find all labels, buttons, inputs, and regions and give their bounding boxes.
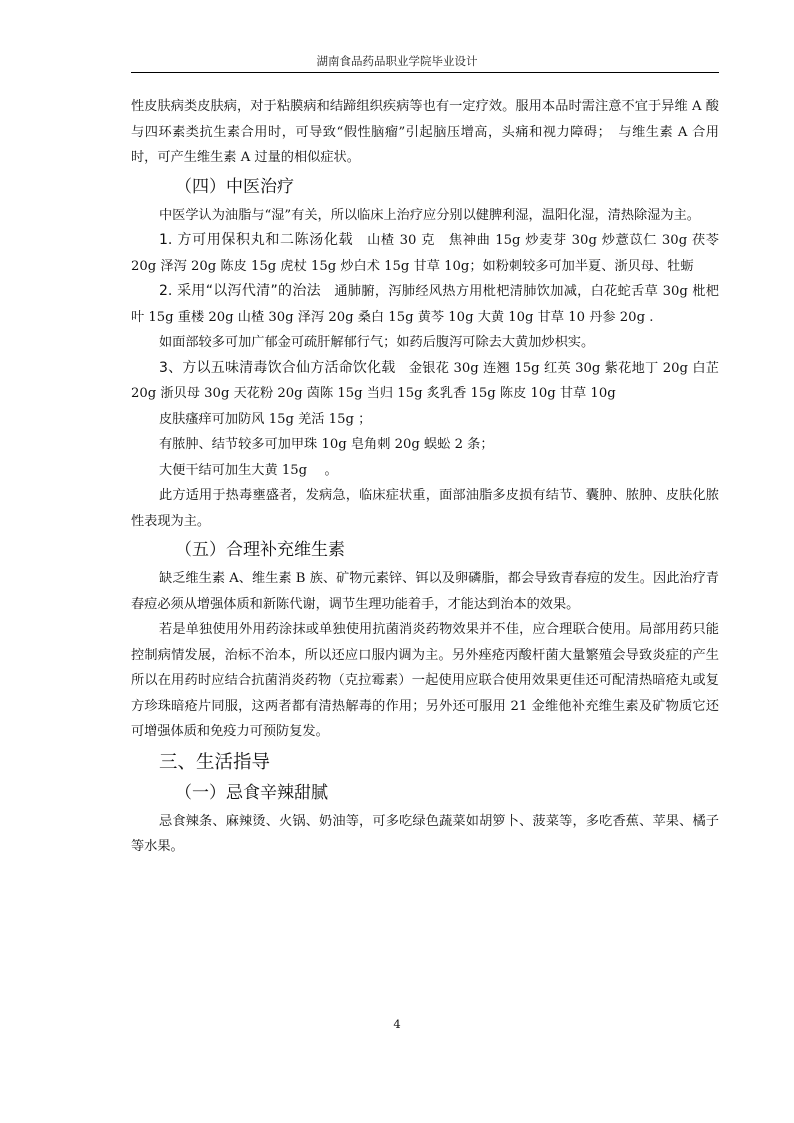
chapter-heading-life-guidance: 三、生活指导 — [159, 751, 271, 773]
section-heading-tcm: （四）中医治疗 — [175, 176, 294, 197]
page-header: 湖南食品药品职业学院毕业设计 — [316, 54, 478, 68]
header-divider — [131, 72, 719, 73]
prescription-item-2-title: 2. 采用“以泻代清”的治法 — [159, 283, 321, 299]
prescription-item-2-body: 通肺腑，泻肺经风热方用枇杷清肺饮加减，白花蛇舌草 30g 枇杷叶 15g 重楼 20g 山楂 30g 泽泻 20g 桑白 15g 黄芩 10g 大黄 10g 甘草 10 丹参 20g . — [131, 284, 719, 325]
prescription-item-3-summary: 此方适用于热毒壅盛者，发病急，临床症状重，面部油脂多皮损有结节、囊肿、脓肿、皮肤化脓性表现为主。 — [131, 488, 719, 529]
prescription-item-3-addition-2: 有脓肿、结节较多可加甲珠 10g 皂角刺 20g 蜈蚣 2 条； — [159, 437, 494, 452]
page-number: 4 — [393, 1017, 401, 1031]
paragraph-tcm-theory: 中医学认为油脂与“湿”有关，所以临床上治疗应分别以健脾利湿，温阳化湿，清热除湿为主。 — [159, 207, 700, 223]
prescription-item-1-title: 1. 方可用保积丸和二陈汤化载 — [159, 232, 354, 248]
prescription-item-2 — [131, 279, 719, 330]
section-heading-diet: （一）忌食辛辣甜腻 — [175, 782, 328, 803]
prescription-item-1-body: 山楂 30 克 焦神曲 15g 炒麦芽 30g 炒薏苡仁 30g 茯苓 20g 泽泻 20g 陈皮 15g 虎杖 15g 炒白术 15g 甘草 10g；如粉刺较多可加半夏、浙贝母、牡蛎 — [131, 233, 719, 274]
paragraph-combined-therapy: 若是单独使用外用药涂抹或单独使用抗菌消炎药物效果并不佳，应合理联合使用。局部用药只能控制病情发展，治标不治本，所以还应口服内调为主。另外痤疮丙酸杆菌大量繁殖会导致炎症的产生所以在用药时应结合抗菌消炎药物（克拉霉素）一起使用应联合使用效果更佳还可配清热暗疮丸或复方珍珠暗疮片同服，这两者都有清热解毒的作用；另外还可服用 21 金维他补充维生素及矿物质它还可增强体质和免疫力可预防复发。 — [131, 622, 719, 739]
prescription-item-3-title: 3、方以五味清毒饮合仙方活命饮化载 — [159, 359, 396, 376]
prescription-item-3 — [131, 356, 719, 407]
prescription-item-3-addition-1: 皮肤瘙痒可加防风 15g 羌活 15g ； — [159, 411, 372, 427]
prescription-item-3-body: 金银花 30g 连翘 15g 红英 30g 紫花地丁 20g 白芷 20g 浙贝母 30g 天花粉 20g 茵陈 15g 当归 15g 炙乳香 15g 陈皮 10g 甘草 10g — [131, 360, 719, 401]
main-content — [131, 94, 719, 860]
section-heading-vitamin: （五）合理补充维生素 — [175, 540, 345, 560]
prescription-item-1 — [131, 228, 719, 279]
prescription-item-2-note: 如面部较多可加广郁金可疏肝解郁行气；如药后腹泻可除去大黄加炒枳实。 — [159, 335, 595, 350]
paragraph-diet: 忌食辣条、麻辣烫、火锅、奶油等，可多吃绿色蔬菜如胡箩卜、菠菜等，多吃香蕉、苹果、橘子等水果。 — [131, 813, 719, 854]
prescription-item-3-addition-3: 大便干结可加生大黄 15g 。 — [159, 462, 338, 478]
paragraph-intro: 性皮肤病类皮肤病，对于粘膜病和结蹄组织疾病等也有一定疗效。服用本品时需注意不宜于异维 A 酸与四环素类抗生素合用时，可导致“假性脑瘤”引起脑压增高，头痛和视力障碍； 与维生素 A 合用时，可产生维生素 A 过量的相似症状。 — [131, 99, 719, 165]
paragraph-vitamin-deficiency: 缺乏维生素 A、维生素 B 族、矿物元素锌、铒以及卵磷脂，都会导致青春痘的发生。因此治疗青春痘必须从增强体质和新陈代谢，调节生理功能着手，才能达到治本的效果。 — [131, 571, 719, 612]
